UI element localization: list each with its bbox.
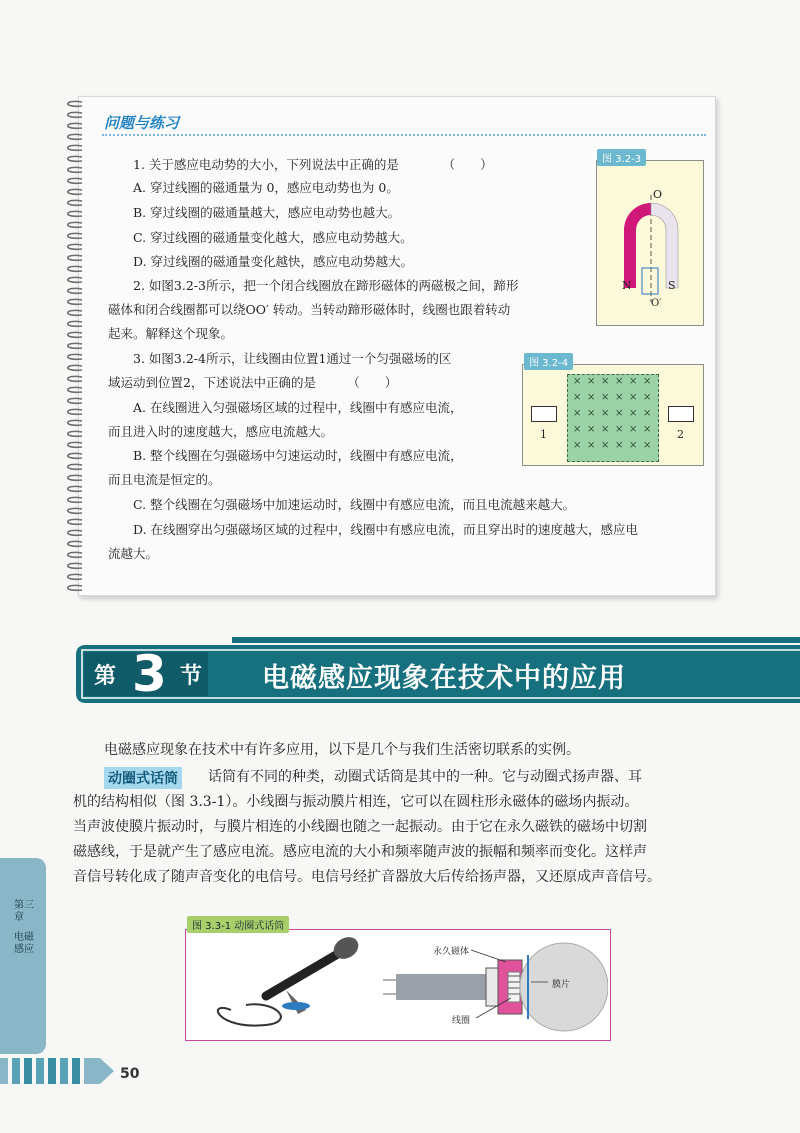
section-prefix: 第 <box>94 664 117 689</box>
position-label-1: 1 <box>540 428 547 441</box>
field-cross-mark: × <box>587 408 596 419</box>
field-cross-mark: × <box>629 440 638 451</box>
field-cross-mark: × <box>629 408 638 419</box>
field-cross-mark: × <box>643 392 652 403</box>
title-divider <box>102 134 706 136</box>
field-cross-mark: × <box>601 440 610 451</box>
page-number: 50 <box>120 1066 140 1082</box>
position-label-2: 2 <box>677 428 684 441</box>
field-cross-mark: × <box>643 424 652 435</box>
pole-label-n: N <box>622 279 632 292</box>
field-cross-mark: × <box>587 424 596 435</box>
paragraph-line-3: 当声波使膜片振动时，与膜片相连的小线圈也随之一起振动。由于它在永久磁铁的磁场中切割 <box>73 819 647 835</box>
q3-option-d-line-1: D. 在线圈穿出匀强磁场区域的过程中，线圈中有感应电流，而且穿出时的速度越大，感应电 <box>133 522 639 537</box>
field-cross-mark: × <box>615 408 624 419</box>
keyword-highlight: 动圈式话筒 <box>104 767 182 789</box>
field-cross-mark: × <box>573 408 582 419</box>
side-chapter-label: 第三章 <box>14 900 34 923</box>
field-cross-mark: × <box>615 376 624 387</box>
q2-line-2: 磁体和闭合线圈都可以绕OO′ 转动。当转动蹄形磁体时，线圈也跟着转动 <box>108 302 511 317</box>
field-cross-mark: × <box>587 392 596 403</box>
field-cross-mark: × <box>629 424 638 435</box>
axis-label-o-bottom: O′ <box>651 298 662 309</box>
field-cross-mark: × <box>601 424 610 435</box>
q3-option-b-line-2: 而且电流是恒定的。 <box>108 472 221 487</box>
q3-option-c: C. 整个线圈在匀强磁场中加速运动时，线圈中有感应电流，而且电流越来越大。 <box>133 497 576 512</box>
figure-3-2-3-tag: 图 3.2-3 <box>597 149 646 166</box>
q3-line-2: 域运动到位置2，下述说法中正确的是 （ ） <box>108 375 398 390</box>
exercises-title: 问题与练习 <box>104 114 180 132</box>
chapter-side-tab <box>0 858 46 1054</box>
q3-line-1: 3. 如图3.2-4所示，让线圈由位置1通过一个匀强磁场的区 <box>133 351 452 366</box>
label-permanent-magnet: 永久磁体 <box>433 947 470 957</box>
chapter-side-text <box>14 900 34 956</box>
field-cross-mark: × <box>587 440 596 451</box>
field-cross-mark: × <box>615 392 624 403</box>
field-cross-mark: × <box>615 424 624 435</box>
field-cross-mark: × <box>587 376 596 387</box>
q2-line-1: 2. 如图3.2-3所示，把一个闭合线圈放在蹄形磁体的两磁极之间，蹄形 <box>133 278 519 293</box>
q3-option-a-line-2: 而且进入时的速度越大，感应电流越大。 <box>108 424 334 439</box>
paragraph-line-5: 音信号转化成了随声音变化的电信号。电信号经扩音器放大后传给扬声器，又还原成声音信号。 <box>73 869 661 885</box>
q3-option-d-line-2: 流越大。 <box>108 546 159 561</box>
field-cross-mark: × <box>629 376 638 387</box>
q3-option-a-line-1: A. 在线圈进入匀强磁场区域的过程中，线圈中有感应电流， <box>133 400 463 415</box>
microphone-illustration <box>186 930 608 1038</box>
page-arrow-strip <box>0 1054 118 1088</box>
field-cross-mark: × <box>573 440 582 451</box>
q1-option-a: A. 穿过线圈的磁通量为 0，感应电动势也为 0。 <box>133 180 399 195</box>
intro-paragraph: 电磁感应现象在技术中有许多应用，以下是几个与我们生活密切联系的实例。 <box>104 742 580 758</box>
q2-line-3: 起来。解释这个现象。 <box>108 326 234 341</box>
spiral-binding <box>60 98 84 592</box>
figure-3-2-4-tag: 图 3.2-4 <box>524 353 573 370</box>
label-coil: 线圈 <box>452 1016 471 1026</box>
field-cross-grid <box>569 376 657 460</box>
paragraph-line-4: 磁感线，于是就产生了感应电流。感应电流的大小和频率随声波的振幅和频率而变化。这样声 <box>73 844 647 860</box>
horseshoe-magnet-diagram <box>596 160 702 324</box>
field-cross-mark: × <box>643 408 652 419</box>
coil-position-2 <box>668 406 694 422</box>
pole-label-s: S <box>668 279 676 292</box>
section-suffix: 节 <box>180 664 203 689</box>
q1-option-c: C. 穿过线圈的磁通量变化越大，感应电动势越大。 <box>133 230 413 245</box>
q1-option-d: D. 穿过线圈的磁通量变化越快，感应电动势越大。 <box>133 254 414 269</box>
coil-position-1 <box>531 406 557 422</box>
q1-stem: 1. 关于感应电动势的大小，下列说法中正确的是 （ ） <box>133 157 493 172</box>
field-cross-mark: × <box>573 392 582 403</box>
q3-option-b-line-1: B. 整个线圈在匀强磁场中匀速运动时，线圈中有感应电流， <box>133 448 463 463</box>
q1-option-b: B. 穿过线圈的磁通量越大，感应电动势也越大。 <box>133 205 401 220</box>
paragraph-line-1: 话筒有不同的种类，动圈式话筒是其中的一种。它与动圈式扬声器、耳 <box>208 769 642 785</box>
field-cross-mark: × <box>643 376 652 387</box>
field-cross-mark: × <box>601 408 610 419</box>
field-cross-mark: × <box>573 424 582 435</box>
field-cross-mark: × <box>615 440 624 451</box>
field-cross-mark: × <box>601 376 610 387</box>
label-membrane: 膜片 <box>552 980 571 990</box>
section-number: 3 <box>132 645 167 703</box>
field-cross-mark: × <box>573 376 582 387</box>
side-topic-label: 电磁感应 <box>14 932 34 955</box>
field-cross-mark: × <box>643 440 652 451</box>
axis-label-o-top: O <box>653 188 663 201</box>
field-cross-mark: × <box>629 392 638 403</box>
paragraph-line-2: 机的结构相似（图 3.3-1）。小线圈与振动膜片相连，它可以在圆柱形永磁体的磁场内振动。 <box>73 794 639 810</box>
field-cross-mark: × <box>601 392 610 403</box>
figure-3-3-1-tag: 图 3.3-1 动圈式话筒 <box>187 916 289 933</box>
section-title: 电磁感应现象在技术中的应用 <box>262 663 626 694</box>
